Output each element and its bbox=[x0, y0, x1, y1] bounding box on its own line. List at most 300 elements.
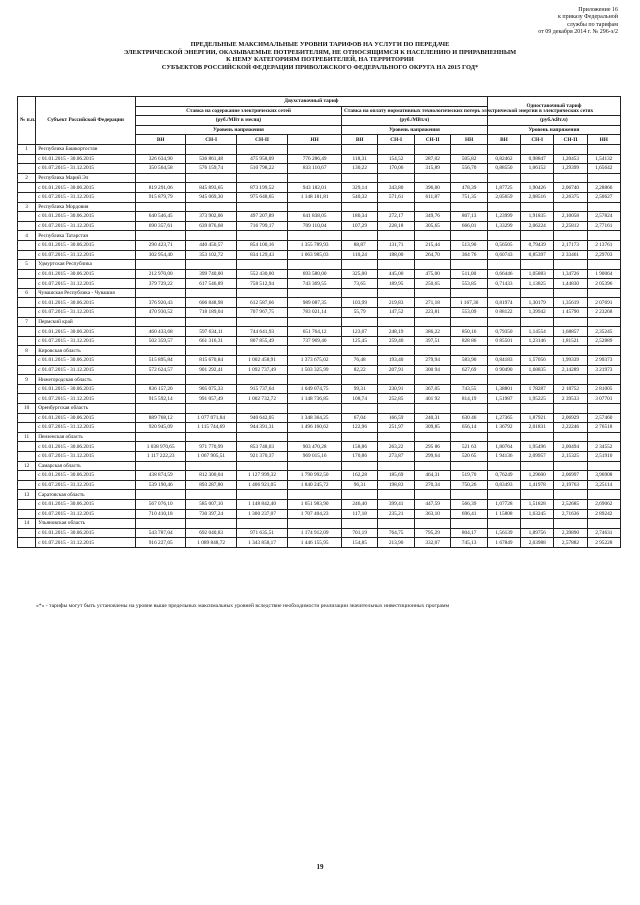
empty-cell bbox=[341, 231, 377, 241]
tariff-value: 240,31 bbox=[414, 413, 450, 423]
empty-cell bbox=[378, 346, 414, 356]
tariff-value: 2,17173 bbox=[554, 240, 587, 250]
tariff-value: 730 397,24 bbox=[186, 509, 236, 519]
empty-cell bbox=[451, 519, 487, 529]
tariff-value: 399,41 bbox=[378, 499, 414, 509]
tariff-value: 2 39533 bbox=[554, 394, 587, 404]
empty-cell bbox=[236, 288, 287, 298]
tariff-value: 783 021,14 bbox=[288, 308, 342, 318]
empty-cell bbox=[451, 317, 487, 327]
empty-cell bbox=[18, 164, 36, 174]
empty-cell bbox=[341, 144, 377, 154]
tariff-value: 2,08516 bbox=[521, 192, 554, 202]
tariff-value: 1,63245 bbox=[521, 509, 554, 519]
tariff-value: 213,90 bbox=[378, 538, 414, 548]
empty-cell bbox=[378, 231, 414, 241]
tariff-value: 940 642,05 bbox=[236, 413, 287, 423]
empty-cell bbox=[414, 173, 450, 183]
tariff-value: 743 369,55 bbox=[288, 279, 342, 289]
tariff-value: 193,40 bbox=[378, 356, 414, 366]
empty-cell bbox=[378, 260, 414, 270]
tariff-value: 536 861,48 bbox=[186, 154, 236, 164]
empty-cell bbox=[18, 413, 36, 423]
tariff-value: 122,96 bbox=[341, 423, 377, 433]
period-label: с 01.01.2015 - 30.06.2015 bbox=[36, 240, 136, 250]
empty-cell bbox=[487, 346, 520, 356]
tariff-value: 873 199,52 bbox=[236, 183, 287, 193]
region-row bbox=[18, 461, 621, 471]
tariff-value: 1 36792 bbox=[487, 423, 520, 433]
empty-cell bbox=[521, 173, 554, 183]
tariff-value: 639 876,68 bbox=[186, 221, 236, 231]
empty-cell bbox=[414, 404, 450, 414]
empty-cell bbox=[341, 404, 377, 414]
header-voltage-level: Уровень напряжения bbox=[341, 125, 487, 135]
tariff-value: 585 007,10 bbox=[186, 499, 236, 509]
region-name: Республика Мордовия bbox=[36, 202, 136, 212]
tariff-value: 1,35619 bbox=[554, 298, 587, 308]
tariff-value: 1,33299 bbox=[487, 221, 520, 231]
region-number: 14 bbox=[18, 519, 36, 529]
empty-cell bbox=[236, 231, 287, 241]
empty-cell bbox=[236, 202, 287, 212]
header-level-cell: СН-I bbox=[378, 135, 414, 145]
tariff-value: 1 092 737,49 bbox=[236, 365, 287, 375]
tariff-value: 1,56139 bbox=[487, 528, 520, 538]
tariff-value: 329,14 bbox=[341, 183, 377, 193]
tariff-value: 376 920,43 bbox=[136, 298, 186, 308]
empty-cell bbox=[587, 144, 620, 154]
empty-cell bbox=[378, 173, 414, 183]
header-unit-maintenance: (руб./МВт в месяц) bbox=[136, 116, 342, 126]
tariff-value: 0,76249 bbox=[487, 471, 520, 481]
tariff-value: 627,69 bbox=[451, 365, 487, 375]
tariff-value: 1,81521 bbox=[554, 336, 587, 346]
tariff-value: 1 148 736,85 bbox=[288, 394, 342, 404]
empty-cell bbox=[521, 202, 554, 212]
empty-cell bbox=[288, 202, 342, 212]
region-name: Оренбургская область bbox=[36, 404, 136, 414]
tariff-value: 3,96908 bbox=[587, 471, 620, 481]
region-row bbox=[18, 288, 621, 298]
table-row bbox=[18, 471, 621, 481]
tariff-value: 1,44830 bbox=[554, 279, 587, 289]
tariff-value: 2,52889 bbox=[587, 336, 620, 346]
tariff-value: 1,23999 bbox=[487, 212, 520, 222]
tariff-value: 1,87725 bbox=[487, 183, 520, 193]
empty-cell bbox=[18, 538, 36, 548]
tariff-value: 2,10058 bbox=[554, 212, 587, 222]
tariff-value: 271,18 bbox=[414, 298, 450, 308]
empty-cell bbox=[554, 317, 587, 327]
region-number: 12 bbox=[18, 461, 36, 471]
tariff-value: 1,23146 bbox=[521, 336, 554, 346]
empty-cell bbox=[554, 461, 587, 471]
empty-cell bbox=[236, 404, 287, 414]
tariff-value: 776 286,49 bbox=[288, 154, 342, 164]
table-row bbox=[18, 413, 621, 423]
header-level-cell: ВН bbox=[487, 135, 520, 145]
region-name: Республика Татарстан bbox=[36, 231, 136, 241]
empty-cell bbox=[554, 490, 587, 500]
tariff-value: 511,00 bbox=[451, 269, 487, 279]
tariff-value: 1 148 181,81 bbox=[288, 192, 342, 202]
empty-cell bbox=[451, 404, 487, 414]
empty-cell bbox=[288, 317, 342, 327]
empty-cell bbox=[587, 490, 620, 500]
tariff-value: 326 634,90 bbox=[136, 154, 186, 164]
tariff-value: 0,60743 bbox=[487, 250, 520, 260]
tariff-value: 1 300 237,07 bbox=[236, 509, 287, 519]
table-row bbox=[18, 154, 621, 164]
tariff-value: 107,29 bbox=[341, 221, 377, 231]
tariff-value: 515 895,84 bbox=[136, 356, 186, 366]
empty-cell bbox=[521, 375, 554, 385]
region-name: Пензенская область bbox=[36, 432, 136, 442]
empty-cell bbox=[18, 240, 36, 250]
empty-cell bbox=[414, 202, 450, 212]
tariff-value: 1,54132 bbox=[587, 154, 620, 164]
empty-cell bbox=[18, 442, 36, 452]
tariff-value: 1,39942 bbox=[521, 308, 554, 318]
empty-cell bbox=[414, 317, 450, 327]
empty-cell bbox=[521, 288, 554, 298]
appendix-line: к приказу Федеральной bbox=[558, 14, 618, 21]
tariff-value: 943 182,01 bbox=[288, 183, 342, 193]
empty-cell bbox=[378, 519, 414, 529]
tariff-value: 300 94 bbox=[414, 365, 450, 375]
empty-cell bbox=[451, 288, 487, 298]
region-name: Республика Марий Эл bbox=[36, 173, 136, 183]
empty-cell bbox=[136, 375, 186, 385]
tariff-value: 2,57824 bbox=[587, 212, 620, 222]
tariff-value: 1 348 364,25 bbox=[288, 413, 342, 423]
region-number: 13 bbox=[18, 490, 36, 500]
tariff-value: 154,52 bbox=[378, 154, 414, 164]
region-row bbox=[18, 317, 621, 327]
tariff-value: 969 015,16 bbox=[288, 451, 342, 461]
tariff-value: 246,40 bbox=[341, 499, 377, 509]
tariff-value: 154,85 bbox=[341, 538, 377, 548]
empty-cell bbox=[587, 173, 620, 183]
period-label: с 01.01.2015 - 30.06.2015 bbox=[36, 298, 136, 308]
tariff-value: 807 855,49 bbox=[236, 336, 287, 346]
region-name: Нижегородская область bbox=[36, 375, 136, 385]
tariff-value: 1,14554 bbox=[521, 327, 554, 337]
tariff-value: 2,77161 bbox=[587, 221, 620, 231]
empty-cell bbox=[487, 519, 520, 529]
tariff-value: 117,18 bbox=[341, 509, 377, 519]
tariff-value: 519,70 bbox=[451, 471, 487, 481]
period-label: с 01.01.2015 - 30.06.2015 bbox=[36, 413, 136, 423]
tariff-value: 386,22 bbox=[414, 327, 450, 337]
tariff-value: 2 76518 bbox=[587, 423, 620, 433]
empty-cell bbox=[236, 519, 287, 529]
tariff-value: 2,15325 bbox=[554, 451, 587, 461]
tariff-value: 1,99339 bbox=[554, 356, 587, 366]
title-line: К НЕМУ КАТЕГОРИЯМ ПОТРЕБИТЕЛЕЙ, НА ТЕРРИТОРИИ bbox=[226, 56, 414, 64]
tariff-value: 332,07 bbox=[414, 538, 450, 548]
period-label: с 01.07.2015 - 31.12.2015 bbox=[36, 509, 136, 519]
table-row bbox=[18, 327, 621, 337]
period-label: с 01.01.2015 - 30.06.2015 bbox=[36, 327, 136, 337]
tariff-value: 350 564,58 bbox=[136, 164, 186, 174]
tariff-value: 223,81 bbox=[414, 308, 450, 318]
appendix-reference bbox=[468, 7, 618, 37]
tariff-value: 2 33461 bbox=[554, 250, 587, 260]
region-row bbox=[18, 173, 621, 183]
empty-cell bbox=[487, 173, 520, 183]
empty-cell bbox=[136, 432, 186, 442]
tariff-value: 470 930,52 bbox=[136, 308, 186, 318]
tariff-value: 248,19 bbox=[378, 327, 414, 337]
tariff-value: 252,85 bbox=[378, 394, 414, 404]
tariff-value: 2 18752 bbox=[554, 384, 587, 394]
tariff-value: 1,91835 bbox=[521, 212, 554, 222]
tariff-value: 272,17 bbox=[378, 212, 414, 222]
tariff-value: 0,84183 bbox=[487, 356, 520, 366]
empty-cell bbox=[521, 490, 554, 500]
tariff-value: 1 15808 bbox=[487, 509, 520, 519]
region-row bbox=[18, 375, 621, 385]
tariff-value: 1,07728 bbox=[487, 499, 520, 509]
region-name: Кировская область bbox=[36, 346, 136, 356]
table-row bbox=[18, 308, 621, 318]
period-label: с 01.01.2015 - 30.06.2015 bbox=[36, 528, 136, 538]
tariff-value: 845 893,65 bbox=[186, 183, 236, 193]
region-row bbox=[18, 346, 621, 356]
header-level-cell: СН-II bbox=[414, 135, 450, 145]
empty-cell bbox=[236, 260, 287, 270]
empty-cell bbox=[236, 490, 287, 500]
title-line: ЭЛЕКТРИЧЕСКОЙ ЭНЕРГИИ, ОКАЗЫВАЕМЫЕ ПОТРЕБИТЕЛЯМ, НЕ ОТНОСЯЩИМСЯ К НАСЕЛЕНИЮ И ПРИРАВНЕННЫМ bbox=[123, 48, 517, 56]
tariff-value: 0,81974 bbox=[487, 298, 520, 308]
empty-cell bbox=[554, 288, 587, 298]
tariff-value: 1,05883 bbox=[521, 269, 554, 279]
empty-cell bbox=[521, 404, 554, 414]
empty-cell bbox=[414, 346, 450, 356]
empty-cell bbox=[587, 202, 620, 212]
tariff-value: 1 115 744,69 bbox=[186, 423, 236, 433]
tariff-value: 99,31 bbox=[341, 384, 377, 394]
empty-cell bbox=[288, 144, 342, 154]
tariff-value: 1 067 905,51 bbox=[186, 451, 236, 461]
empty-cell bbox=[487, 144, 520, 154]
tariff-value: 893 287,80 bbox=[186, 480, 236, 490]
empty-cell bbox=[341, 202, 377, 212]
empty-cell bbox=[521, 260, 554, 270]
tariff-value: 502 359,57 bbox=[136, 336, 186, 346]
region-name: Саратовская область bbox=[36, 490, 136, 500]
period-label: с 01.01.2015 - 30.06.2015 bbox=[36, 442, 136, 452]
empty-cell bbox=[378, 288, 414, 298]
empty-cell bbox=[236, 317, 287, 327]
header-level-cell: СН-II bbox=[236, 135, 287, 145]
page-number: 19 bbox=[316, 863, 324, 871]
tariff-value: 640 546,45 bbox=[136, 212, 186, 222]
empty-cell bbox=[136, 404, 186, 414]
tariff-value: 1,87921 bbox=[521, 413, 554, 423]
tariff-value: 540,32 bbox=[341, 192, 377, 202]
empty-cell bbox=[378, 404, 414, 414]
empty-cell bbox=[554, 404, 587, 414]
table-row bbox=[18, 356, 621, 366]
table-row bbox=[18, 528, 621, 538]
tariff-value: 1,95496 bbox=[521, 442, 554, 452]
tariff-value: 833 110,67 bbox=[288, 164, 342, 174]
tariff-value: 2,35245 bbox=[587, 327, 620, 337]
tariff-value: 235,21 bbox=[378, 509, 414, 519]
tariff-value: 915 592,14 bbox=[136, 394, 186, 404]
tariff-value: 975 648,65 bbox=[236, 192, 287, 202]
region-name: Пермский край bbox=[36, 317, 136, 327]
tariff-value: 971 635,51 bbox=[236, 528, 287, 538]
tariff-value: 396,00 bbox=[414, 183, 450, 193]
tariff-value: 290 423,71 bbox=[136, 240, 186, 250]
tariff-value: 1 90064 bbox=[587, 269, 620, 279]
tariff-value: 0,83493 bbox=[487, 480, 520, 490]
tariff-value: 1,29600 bbox=[521, 471, 554, 481]
empty-cell bbox=[18, 384, 36, 394]
header-one-part: Одноставочный тариф bbox=[487, 97, 620, 116]
tariff-value: 287,02 bbox=[414, 154, 450, 164]
tariff-value: 505,82 bbox=[451, 154, 487, 164]
region-row bbox=[18, 404, 621, 414]
appendix-line: Приложение 16 bbox=[578, 7, 618, 13]
tariff-value: 315,89 bbox=[414, 164, 450, 174]
empty-cell bbox=[341, 490, 377, 500]
tariff-value: 916 227,05 bbox=[136, 538, 186, 548]
empty-cell bbox=[487, 375, 520, 385]
tariff-value: 212 970,00 bbox=[136, 269, 186, 279]
empty-cell bbox=[487, 260, 520, 270]
empty-cell bbox=[451, 202, 487, 212]
tariff-value: 707 967,75 bbox=[236, 308, 287, 318]
region-number: 11 bbox=[18, 432, 36, 442]
header-voltage-level: Уровень напряжения bbox=[136, 125, 342, 135]
empty-cell bbox=[487, 490, 520, 500]
empty-cell bbox=[18, 221, 36, 231]
header-level-cell: СН-II bbox=[554, 135, 587, 145]
empty-cell bbox=[487, 231, 520, 241]
empty-cell bbox=[288, 461, 342, 471]
tariff-value: 1 496 160,62 bbox=[288, 423, 342, 433]
period-label: с 01.07.2015 - 31.12.2015 bbox=[36, 250, 136, 260]
empty-cell bbox=[341, 260, 377, 270]
tariff-value: 612 587,66 bbox=[236, 298, 287, 308]
region-number: 3 bbox=[18, 202, 36, 212]
tariff-value: 219,83 bbox=[378, 298, 414, 308]
empty-cell bbox=[378, 461, 414, 471]
empty-cell bbox=[18, 327, 36, 337]
empty-cell bbox=[554, 144, 587, 154]
tariff-value: 1,95225 bbox=[521, 394, 554, 404]
tariff-value: 1 049 074,75 bbox=[288, 384, 342, 394]
tariff-value: 0 85501 bbox=[487, 336, 520, 346]
tariff-value: 1 406 921,05 bbox=[236, 480, 287, 490]
header-level-cell: СН-I bbox=[521, 135, 554, 145]
tariff-value: 1,65642 bbox=[587, 164, 620, 174]
empty-cell bbox=[288, 173, 342, 183]
tariff-value: 812 300,04 bbox=[186, 471, 236, 481]
table-row bbox=[18, 298, 621, 308]
empty-cell bbox=[554, 519, 587, 529]
tariff-value: 1,41978 bbox=[521, 480, 554, 490]
tariff-value: 397,51 bbox=[414, 336, 450, 346]
tariff-value: 96,31 bbox=[341, 480, 377, 490]
tariff-value: 971 770,99 bbox=[186, 442, 236, 452]
empty-cell bbox=[587, 432, 620, 442]
empty-cell bbox=[136, 173, 186, 183]
tariff-value: 103,99 bbox=[341, 298, 377, 308]
tariff-value: 1 373 675,02 bbox=[288, 356, 342, 366]
period-label: с 01.07.2015 - 31.12.2015 bbox=[36, 192, 136, 202]
empty-cell bbox=[18, 509, 36, 519]
tariff-value: 180,34 bbox=[341, 212, 377, 222]
tariff-value: 447,59 bbox=[414, 499, 450, 509]
empty-cell bbox=[378, 144, 414, 154]
tariff-value: 920 945,09 bbox=[136, 423, 186, 433]
period-label: с 01.01.2015 - 30.06.2015 bbox=[36, 471, 136, 481]
tariff-value: 745,13 bbox=[451, 538, 487, 548]
region-row bbox=[18, 432, 621, 442]
empty-cell bbox=[414, 288, 450, 298]
empty-cell bbox=[521, 432, 554, 442]
empty-cell bbox=[136, 202, 186, 212]
period-label: с 01.01.2015 - 30.06.2015 bbox=[36, 356, 136, 366]
tariff-value: 1 67849 bbox=[487, 538, 520, 548]
tariff-value: 1,89756 bbox=[521, 528, 554, 538]
empty-cell bbox=[186, 144, 236, 154]
tariff-value: 751,35 bbox=[451, 192, 487, 202]
region-row bbox=[18, 490, 621, 500]
tariff-value: 661 316,31 bbox=[186, 336, 236, 346]
tariff-value: 641 838,05 bbox=[288, 212, 342, 222]
tariff-value: 2,28866 bbox=[587, 183, 620, 193]
period-label: с 01.07.2015 - 31.12.2015 bbox=[36, 480, 136, 490]
empty-cell bbox=[18, 423, 36, 433]
tariff-value: 325,00 bbox=[341, 269, 377, 279]
empty-cell bbox=[186, 432, 236, 442]
empty-cell bbox=[288, 288, 342, 298]
tariff-value: 475 958,09 bbox=[236, 154, 287, 164]
period-label: с 01.01.2015 - 30.06.2015 bbox=[36, 499, 136, 509]
tariff-value: 464,31 bbox=[414, 471, 450, 481]
tariff-value: 1 707 404,23 bbox=[288, 509, 342, 519]
empty-cell bbox=[587, 288, 620, 298]
header-level-cell: НН bbox=[288, 135, 342, 145]
empty-cell bbox=[136, 317, 186, 327]
tariff-value: 1,68857 bbox=[554, 327, 587, 337]
empty-cell bbox=[554, 173, 587, 183]
tariff-value: 125,45 bbox=[341, 336, 377, 346]
empty-cell bbox=[136, 231, 186, 241]
empty-cell bbox=[341, 519, 377, 529]
tariff-value: 188,00 bbox=[378, 250, 414, 260]
tariff-value: 744 641,93 bbox=[236, 327, 287, 337]
tariff-value: 270,34 bbox=[414, 480, 450, 490]
tariff-value: 693 580,00 bbox=[288, 269, 342, 279]
empty-cell bbox=[136, 519, 186, 529]
tariff-value: 1 651 983,90 bbox=[288, 499, 342, 509]
empty-cell bbox=[186, 375, 236, 385]
empty-cell bbox=[487, 404, 520, 414]
tariff-value: 2 81005 bbox=[587, 384, 620, 394]
tariff-value: 0 88122 bbox=[487, 308, 520, 318]
tariff-value: 1 077 071,84 bbox=[186, 413, 236, 423]
table-row bbox=[18, 451, 621, 461]
tariff-value: 158,86 bbox=[341, 442, 377, 452]
